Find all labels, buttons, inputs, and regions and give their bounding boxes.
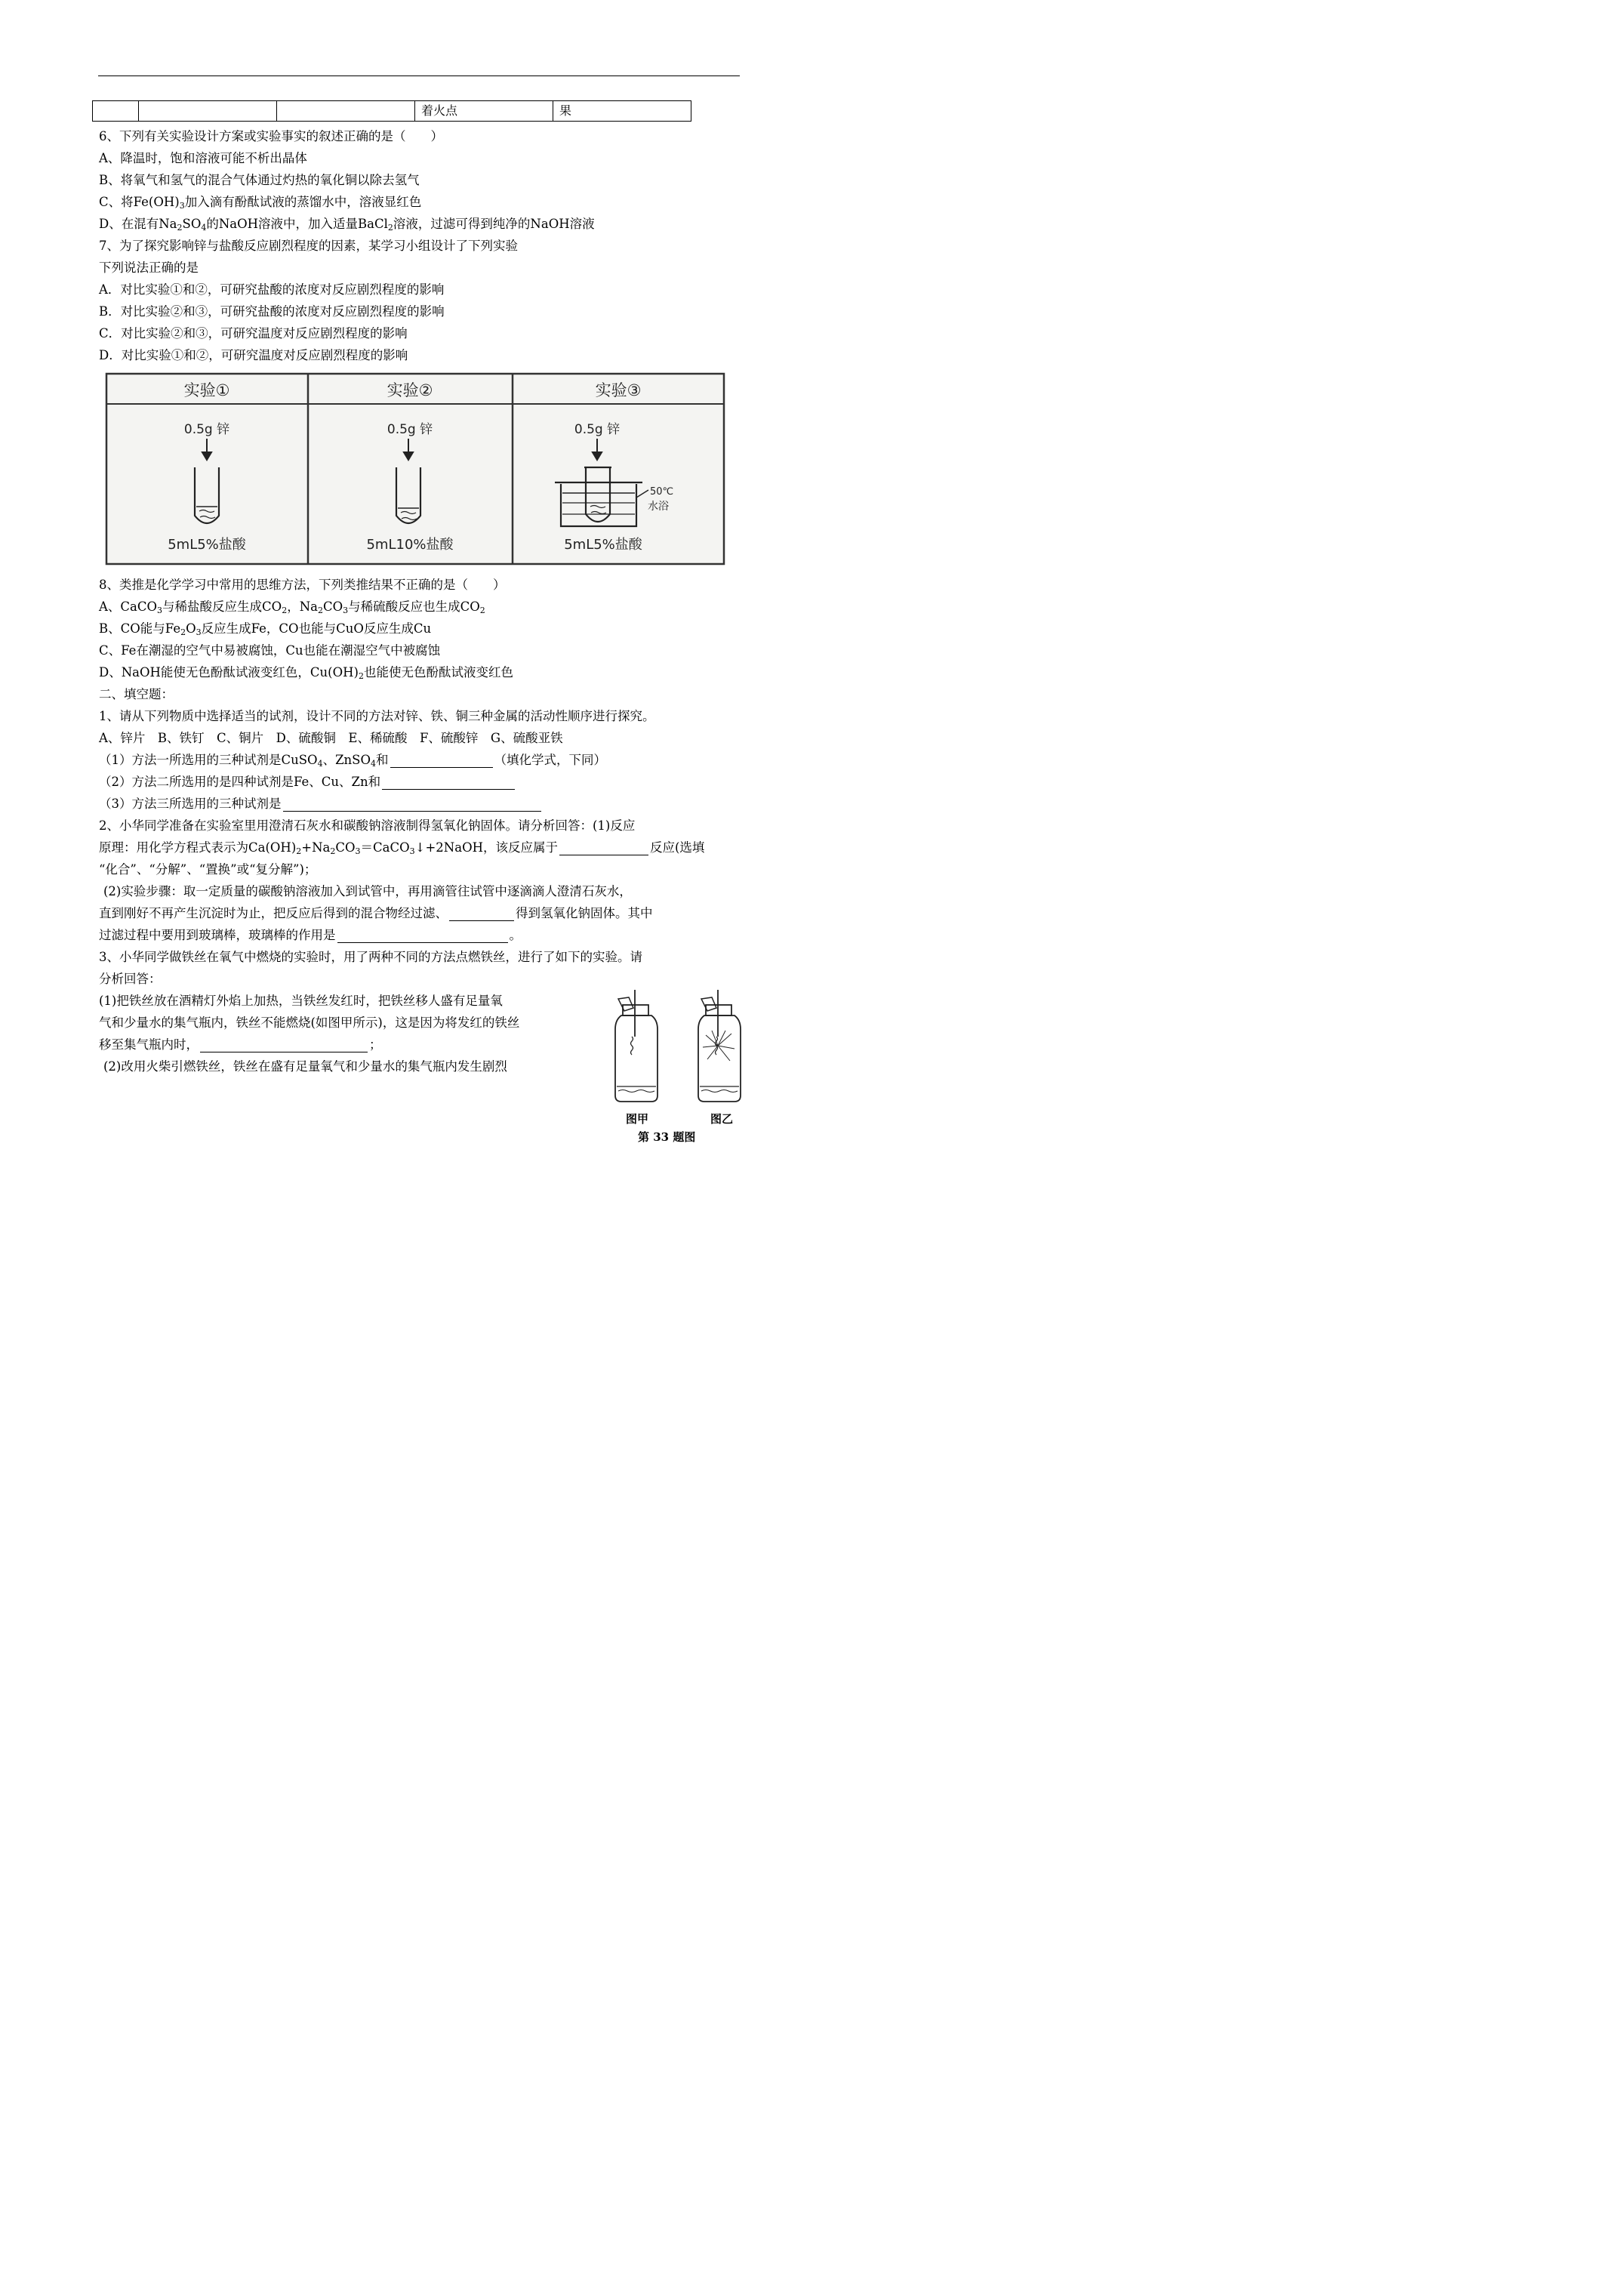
text: ； bbox=[369, 1037, 382, 1052]
subscript: 2 bbox=[296, 846, 302, 856]
text: 移至集气瓶内时， bbox=[99, 1037, 199, 1052]
subscript: 2 bbox=[282, 606, 288, 615]
subscript: 3 bbox=[343, 606, 349, 615]
table-cell bbox=[277, 101, 415, 122]
fill-1-options: A、锌片 B、铁钉 C、铜片 D、硫酸铜 E、稀硫酸 F、硫酸锌 G、硫酸亚铁 bbox=[99, 731, 563, 745]
text: 的NaOH溶液中，加入适量BaCl bbox=[206, 217, 388, 231]
question-7-stem: 7、为了探究影响锌与盐酸反应剧烈程度的因素，某学习小组设计了下列实验 bbox=[99, 239, 518, 253]
subscript: 3 bbox=[355, 846, 361, 856]
q8-option-c: C、Fe在潮湿的空气中易被腐蚀，Cu也能在潮湿空气中被腐蚀 bbox=[99, 643, 441, 658]
question-7-sub: 下列说法正确的是 bbox=[99, 260, 199, 275]
text: ＝CaCO bbox=[360, 840, 410, 855]
q8-option-a bbox=[99, 596, 748, 618]
bottle-a bbox=[615, 990, 658, 1102]
subscript: 3 bbox=[179, 201, 185, 211]
q7-option-d: D．对比实验①和②，可研究温度对反应剧烈程度的影响 bbox=[99, 348, 408, 362]
subscript: 2 bbox=[177, 223, 183, 233]
text: 与稀硫酸反应也生成CO bbox=[348, 599, 480, 614]
fill-1-stem: 1、请从下列物质中选择适当的试剂，设计不同的方法对锌、铁、铜三种金属的活动性顺序进行探究。 bbox=[99, 709, 655, 723]
fill-2-line1: 2、小华同学准备在实验室里用澄清石灰水和碳酸钠溶液制得氢氧化钠固体。请分析回答：(1)反应 bbox=[99, 818, 636, 833]
fill-3-line1: 3、小华同学做铁丝在氧气中燃烧的实验时，用了两种不同的方法点燃铁丝，进行了如下的实验。请 bbox=[99, 950, 642, 964]
fill-1-part2 bbox=[99, 771, 748, 793]
continued-table bbox=[92, 100, 691, 122]
table-cell bbox=[139, 101, 277, 122]
text: 。 bbox=[509, 928, 522, 942]
subscript: 2 bbox=[180, 627, 186, 637]
fill-3-line2: 分析回答： bbox=[99, 972, 162, 986]
text: SO bbox=[182, 217, 202, 231]
subscript: 3 bbox=[157, 606, 163, 615]
text: 和 bbox=[376, 753, 389, 767]
text: +Na bbox=[301, 840, 331, 855]
bath-label: 水浴 bbox=[648, 501, 669, 513]
table-cell: 着火点 bbox=[415, 101, 553, 122]
fill-1-part3 bbox=[99, 793, 748, 815]
fill-3-line3: (1)把铁丝放在酒精灯外焰上加热，当铁丝发红时，把铁丝移人盛有足量氧 bbox=[99, 994, 503, 1008]
fill-1-part1 bbox=[99, 749, 748, 771]
fill-3-line4: 气和少量水的集气瓶内，铁丝不能燃烧(如图甲所示)，这是因为将发红的铁丝 bbox=[99, 1015, 520, 1030]
table-cell: 果 bbox=[553, 101, 691, 122]
text: ，Na bbox=[287, 599, 318, 614]
text: 也能使无色酚酞试液变红色 bbox=[363, 665, 513, 680]
text: 直到刚好不再产生沉淀时为止，把反应后得到的混合物经过滤、 bbox=[99, 906, 448, 920]
q7-option-a: A．对比实验①和②，可研究盐酸的浓度对反应剧烈程度的影响 bbox=[99, 282, 445, 297]
exp1-acid: 5mL5%盐酸 bbox=[168, 537, 246, 553]
exp2-reagent: 0.5g 锌 bbox=[387, 422, 433, 437]
table-row bbox=[93, 101, 691, 122]
section-title: 二、填空题： bbox=[99, 687, 174, 701]
text: CO bbox=[335, 840, 356, 855]
q6-option-c bbox=[99, 191, 748, 213]
fill-3-line6: (2)改用火柴引燃铁丝，铁丝在盛有足量氧气和少量水的集气瓶内发生剧烈 bbox=[103, 1059, 507, 1074]
experiment-figure bbox=[99, 371, 748, 571]
answer-blank[interactable] bbox=[200, 1038, 368, 1052]
subscript: 2 bbox=[358, 671, 364, 681]
subscript: 3 bbox=[409, 846, 415, 856]
text: D、NaOH能使无色酚酞试液变红色，Cu(OH) bbox=[99, 665, 359, 680]
exp2-acid: 5mL10%盐酸 bbox=[366, 537, 454, 553]
q8-option-d bbox=[99, 661, 748, 683]
q6-option-d bbox=[99, 213, 748, 235]
q6-option-b: B、将氧气和氢气的混合气体通过灼热的氧化铜以除去氢气 bbox=[99, 173, 420, 187]
text: O bbox=[186, 621, 196, 636]
experiment-diagram bbox=[99, 371, 733, 571]
text: （3）方法三所选用的三种试剂是 bbox=[99, 797, 282, 811]
table-cell bbox=[93, 101, 139, 122]
q7-option-c: C．对比实验②和③，可研究温度对反应剧烈程度的影响 bbox=[99, 326, 408, 341]
subscript: 2 bbox=[387, 223, 393, 233]
fill-3-text bbox=[99, 990, 605, 1077]
subscript: 4 bbox=[317, 759, 323, 769]
text: 加入滴有酚酞试液的蒸馏水中，溶液显红色 bbox=[184, 195, 422, 209]
subscript: 4 bbox=[371, 759, 377, 769]
exp1-title: 实验① bbox=[183, 381, 230, 399]
fig-b-label: 图乙 bbox=[710, 1112, 734, 1126]
answer-blank[interactable] bbox=[283, 797, 541, 812]
figure-frame bbox=[106, 374, 724, 564]
subscript: 4 bbox=[201, 223, 207, 233]
subscript: 2 bbox=[317, 606, 323, 615]
fill-2-line5 bbox=[99, 902, 748, 924]
text: C、将Fe(OH) bbox=[99, 195, 180, 209]
answer-blank[interactable] bbox=[559, 841, 648, 855]
text: 、ZnSO bbox=[322, 753, 371, 767]
text: B、CO能与Fe bbox=[99, 621, 181, 636]
bath-temp: 50℃ bbox=[650, 486, 674, 498]
subscript: 2 bbox=[330, 846, 336, 856]
answer-blank[interactable] bbox=[337, 929, 508, 943]
fill-2-line3: “化合”、“分解”、“置换”或“复分解”)； bbox=[99, 862, 317, 877]
exp1-reagent: 0.5g 锌 bbox=[183, 422, 230, 437]
fig-a-label: 图甲 bbox=[626, 1112, 649, 1126]
text: （2）方法二所选用的是四种试剂是Fe、Cu、Zn和 bbox=[99, 775, 381, 789]
text: （1）方法一所选用的三种试剂是CuSO bbox=[99, 753, 318, 767]
subscript: 3 bbox=[196, 627, 202, 637]
text: A、CaCO bbox=[99, 599, 158, 614]
exp3-reagent: 0.5g 锌 bbox=[574, 422, 621, 437]
answer-blank[interactable] bbox=[449, 907, 514, 921]
fill-2-line2 bbox=[99, 837, 748, 858]
text: 反应(选填 bbox=[650, 840, 705, 855]
text: 与稀盐酸反应生成CO bbox=[162, 599, 282, 614]
text: 反应生成Fe，CO也能与CuO反应生成Cu bbox=[201, 621, 432, 636]
text: 得到氢氧化钠固体。其中 bbox=[516, 906, 653, 920]
exp2-title: 实验② bbox=[387, 381, 433, 399]
figure-caption: 第 33 题图 bbox=[638, 1130, 696, 1144]
text: ↓+2NaOH，该反应属于 bbox=[414, 840, 558, 855]
text: 过滤过程中要用到玻璃棒，玻璃棒的作用是 bbox=[99, 928, 336, 942]
answer-blank[interactable] bbox=[390, 754, 493, 768]
subscript: 2 bbox=[479, 606, 485, 615]
q7-option-b: B．对比实验②和③，可研究盐酸的浓度对反应剧烈程度的影响 bbox=[99, 304, 445, 319]
bottle-diagram bbox=[612, 990, 756, 1130]
question-8-stem: 8、类推是化学学习中常用的思维方法，下列类推结果不正确的是（ ） bbox=[99, 578, 506, 592]
sparks-icon bbox=[703, 1031, 735, 1061]
q6-option-a: A、降温时，饱和溶液可能不析出晶体 bbox=[99, 151, 307, 165]
text: 溶液，过滤可得到纯净的NaOH溶液 bbox=[393, 217, 595, 231]
fill-2-line4: (2)实验步骤：取一定质量的碳酸钠溶液加入到试管中，再用滴管往试管中逐滴滴人澄清石灰水， bbox=[103, 884, 632, 898]
question-6-stem: 6、下列有关实验设计方案或实验事实的叙述正确的是（ ） bbox=[99, 129, 443, 143]
page-content bbox=[99, 125, 748, 1144]
text: CO bbox=[322, 599, 343, 614]
bottle-b bbox=[698, 990, 741, 1102]
exp3-acid: 5mL5%盐酸 bbox=[564, 537, 642, 553]
q8-option-b bbox=[99, 618, 748, 639]
text: D、在混有Na bbox=[99, 217, 177, 231]
fill-2-line6 bbox=[99, 924, 748, 946]
bottle-figure bbox=[612, 990, 756, 1144]
exp3-title: 实验③ bbox=[595, 381, 642, 399]
text: 原理：用化学方程式表示为Ca(OH) bbox=[99, 840, 297, 855]
answer-blank[interactable] bbox=[382, 775, 515, 790]
text: （填化学式，下同） bbox=[494, 753, 607, 767]
fill-3-body bbox=[99, 990, 748, 1144]
fill-3-line5 bbox=[99, 1034, 605, 1056]
